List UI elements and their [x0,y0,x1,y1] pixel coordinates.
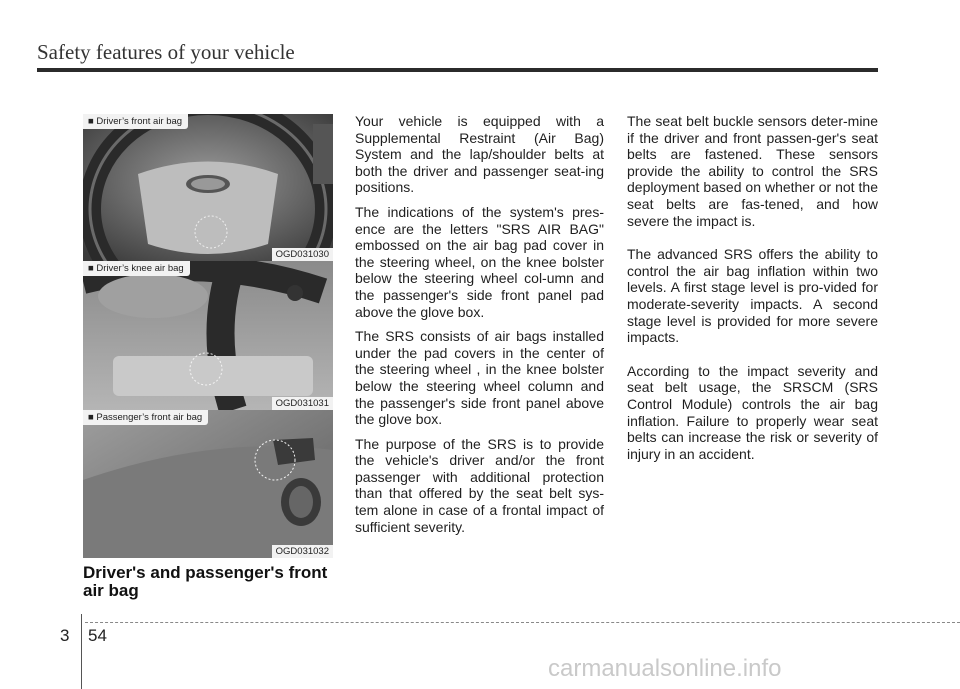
footer-rule [85,622,960,623]
text-column-2 [355,113,604,543]
figure-passenger-front-airbag [83,410,333,558]
text-column-3 [627,113,878,479]
passenger-dashboard-illustration [83,410,333,558]
figure-label: ■ Driver’s front air bag [83,114,188,129]
figure-code: OGD031030 [272,248,333,261]
watermark: carmanualsonline.info [548,655,782,682]
section-caption: Driver's and passenger's front air bag [83,563,328,600]
figure-label: ■ Passenger’s front air bag [83,410,208,425]
knee-bolster-illustration [83,261,333,410]
figure-driver-knee-airbag [83,261,333,410]
steering-wheel-illustration [83,114,333,261]
figure-code: OGD031031 [272,397,333,410]
paragraph: The advanced SRS offers the ability to control the air bag inflation within two levels. A first stage level is pro-vided for moderate-severity impacts. A second stage level is provided for more severe impacts. [627,246,878,346]
header-rule [37,68,878,72]
figure-code: OGD031032 [272,545,333,558]
paragraph: The indications of the system's pres-ence are the letters "SRS AIR BAG" embossed on the air bag pad cover in the steering wheel, on the knee bolster below the steering wheel col-umn and the passenger's side front panel pad above the glove box. [355,203,604,320]
paragraph: According to the impact severity and seat belt usage, the SRSCM (SRS Control Module) controls the air bag inflation. Failure to properly wear seat belts can increase the risk or severity of injury in an accident. [627,362,878,462]
figure-driver-front-airbag [83,114,333,261]
paragraph: Your vehicle is equipped with a Supplemental Restraint (Air Bag) System and the lap/shoulder belts at both the driver and passenger seat-ing positions. [355,113,604,196]
paragraph: The SRS consists of air bags installed under the pad covers in the center of the steering wheel , in the knee bolster below the steering wheel column and the passenger's side front panel above the glove box. [355,328,604,428]
paragraph: The purpose of the SRS is to provide the vehicle's driver and/or the front passenger with additional protection than that offered by the seat belt sys-tem alone in case of a frontal impact of sufficient severity. [355,435,604,535]
page-number: 54 [88,626,107,645]
chapter-number: 3 [60,626,70,645]
footer-divider [81,614,82,689]
page-header-title: Safety features of your vehicle [37,40,295,64]
figure-label: ■ Driver’s knee air bag [83,261,190,276]
paragraph: The seat belt buckle sensors deter-mine if the driver and front passen-ger's seat belts are fastened. These sensors provide the ability to control the SRS deployment based on whether or not the seat belts are fas-tened, and how severe the impact is. [627,113,878,229]
